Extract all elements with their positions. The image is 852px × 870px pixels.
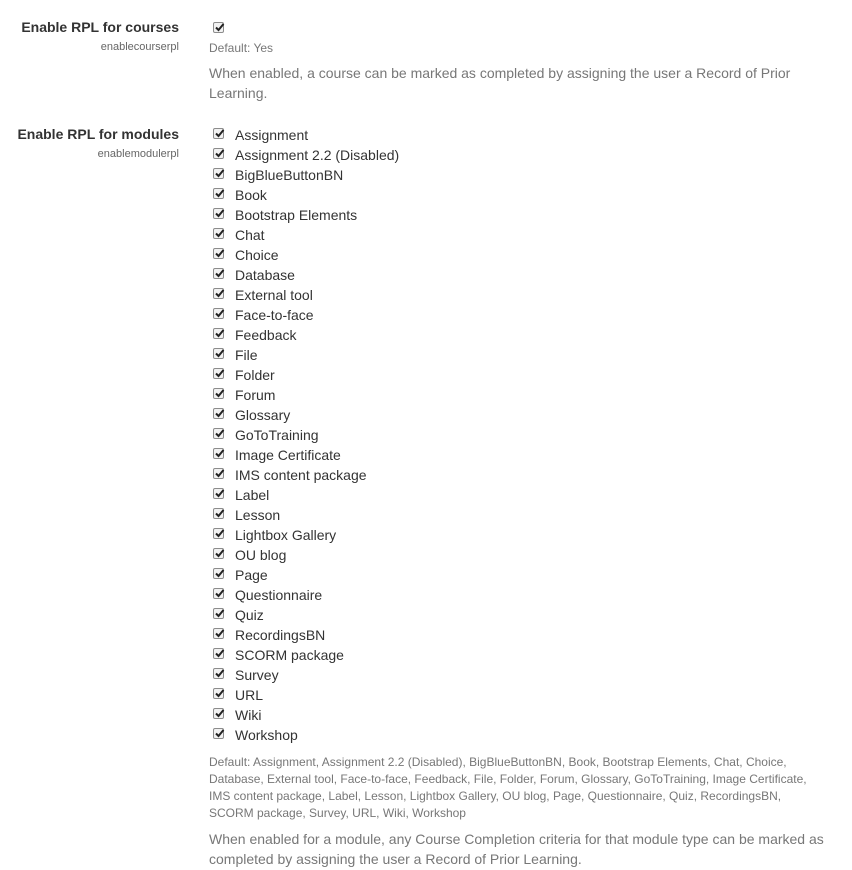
module-checkbox[interactable]	[213, 428, 224, 439]
checkmark-icon	[214, 188, 225, 199]
checkmark-icon	[214, 428, 225, 439]
checkmark-icon	[214, 528, 225, 539]
setting-key: enablemodulerpl	[97, 148, 179, 160]
checkmark-icon	[214, 208, 225, 219]
setting-label-column	[0, 18, 179, 54]
module-option-label: Wiki	[235, 707, 262, 723]
module-option	[209, 305, 829, 325]
setting-label-column	[0, 125, 179, 161]
module-option	[209, 645, 829, 665]
module-option-label: OU blog	[235, 547, 287, 563]
module-option	[209, 265, 829, 285]
module-checkbox[interactable]	[213, 268, 224, 279]
setting-title: Enable RPL for courses	[21, 19, 179, 35]
module-option	[209, 445, 829, 465]
module-option-label: Book	[235, 187, 267, 203]
checkmark-icon	[214, 388, 225, 399]
module-option	[209, 625, 829, 645]
setting-control-column	[209, 18, 829, 103]
module-option	[209, 705, 829, 725]
module-checkbox[interactable]	[213, 128, 224, 139]
module-option-label: Lesson	[235, 507, 281, 523]
module-option-label: Face-to-face	[235, 307, 314, 323]
checkmark-icon	[214, 148, 225, 159]
module-option	[209, 185, 829, 205]
checkmark-icon	[214, 588, 225, 599]
module-option	[209, 685, 829, 705]
module-option	[209, 225, 829, 245]
checkmark-icon	[214, 488, 225, 499]
module-option-label: Image Certificate	[235, 447, 341, 463]
module-checkbox[interactable]	[213, 508, 224, 519]
module-checkbox[interactable]	[213, 528, 224, 539]
module-checkbox[interactable]	[213, 288, 224, 299]
module-option-label: Database	[235, 267, 295, 283]
module-option-label: BigBlueButtonBN	[235, 167, 344, 183]
module-option	[209, 285, 829, 305]
module-option	[209, 545, 829, 565]
checkmark-icon	[214, 348, 225, 359]
module-checkbox[interactable]	[213, 228, 224, 239]
module-option	[209, 345, 829, 365]
enable-course-rpl-checkbox[interactable]	[213, 22, 224, 33]
checkmark-icon	[214, 128, 225, 139]
default-value-text: Default: Yes	[209, 41, 274, 55]
module-checkbox[interactable]	[213, 448, 224, 459]
module-option	[209, 245, 829, 265]
module-option-label: Assignment	[235, 127, 309, 143]
module-checkbox[interactable]	[213, 248, 224, 259]
setting-key: enablecourserpl	[100, 41, 179, 53]
module-option-label: Glossary	[235, 407, 291, 423]
module-option	[209, 665, 829, 685]
module-option	[209, 325, 829, 345]
module-option	[209, 165, 829, 185]
module-option	[209, 365, 829, 385]
module-option-label: Choice	[235, 247, 279, 263]
module-checkbox[interactable]	[213, 168, 224, 179]
checkmark-icon	[214, 268, 225, 279]
module-checkbox[interactable]	[213, 728, 224, 739]
module-checkbox[interactable]	[213, 308, 224, 319]
setting-description: When enabled for a module, any Course Completion criteria for that module type can be marked as completed by assigning the user a Record of Prior Learning.	[209, 831, 824, 867]
checkmark-icon	[214, 288, 225, 299]
module-checkbox[interactable]	[213, 608, 224, 619]
module-option	[209, 525, 829, 545]
checkmark-icon	[214, 408, 225, 419]
module-option-label: Chat	[235, 227, 265, 243]
module-option-label: Assignment 2.2 (Disabled)	[235, 147, 400, 163]
module-option-label: IMS content package	[235, 467, 367, 483]
module-checkbox[interactable]	[213, 628, 224, 639]
module-option	[209, 605, 829, 625]
module-checkbox-list	[209, 125, 829, 745]
module-checkbox[interactable]	[213, 648, 224, 659]
setting-title: Enable RPL for modules	[17, 126, 179, 142]
module-option-label: Forum	[235, 387, 276, 403]
checkmark-icon	[214, 508, 225, 519]
module-option-label: Survey	[235, 667, 279, 683]
module-checkbox[interactable]	[213, 348, 224, 359]
setting-description: When enabled, a course can be marked as completed by assigning the user a Record of Prior Learning.	[209, 65, 791, 101]
checkmark-icon	[214, 22, 225, 33]
module-option	[209, 485, 829, 505]
default-value-text: Default: Assignment, Assignment 2.2 (Disabled), BigBlueButtonBN, Book, Bootstrap Elements, Chat, Choice, Database, External tool, Face-to-face, Feedback, File, Folder, Forum, Glossary, GoToTraining, Image Certificate, IMS content package, Label, Lesson, Lightbox Gallery, OU blog, Page, Questionnaire, Quiz, RecordingsBN, SCORM package, Survey, URL, Wiki, Workshop	[209, 755, 807, 820]
module-option-label: Bootstrap Elements	[235, 207, 358, 223]
module-checkbox[interactable]	[213, 328, 224, 339]
module-option	[209, 505, 829, 525]
module-checkbox[interactable]	[213, 208, 224, 219]
module-option-label: GoToTraining	[235, 427, 319, 443]
module-option-label: Lightbox Gallery	[235, 527, 337, 543]
checkmark-icon	[214, 448, 225, 459]
module-checkbox[interactable]	[213, 388, 224, 399]
module-option	[209, 585, 829, 605]
module-checkbox[interactable]	[213, 668, 224, 679]
module-option	[209, 125, 829, 145]
module-option-label: Folder	[235, 367, 275, 383]
module-option-label: SCORM package	[235, 647, 344, 663]
checkmark-icon	[214, 668, 225, 679]
module-option-label: Quiz	[235, 607, 264, 623]
checkmark-icon	[214, 368, 225, 379]
module-option	[209, 385, 829, 405]
module-option-label: Page	[235, 567, 268, 583]
module-option	[209, 465, 829, 485]
checkmark-icon	[214, 688, 225, 699]
module-option-label: File	[235, 347, 258, 363]
module-checkbox[interactable]	[213, 468, 224, 479]
checkmark-icon	[214, 468, 225, 479]
checkmark-icon	[214, 708, 225, 719]
module-checkbox[interactable]	[213, 568, 224, 579]
module-option-label: External tool	[235, 287, 313, 303]
module-option	[209, 425, 829, 445]
module-checkbox[interactable]	[213, 588, 224, 599]
checkmark-icon	[214, 248, 225, 259]
checkmark-icon	[214, 328, 225, 339]
module-checkbox[interactable]	[213, 708, 224, 719]
module-option-label: Questionnaire	[235, 587, 323, 603]
module-option-label: URL	[235, 687, 264, 703]
checkmark-icon	[214, 168, 225, 179]
module-checkbox[interactable]	[213, 548, 224, 559]
checkmark-icon	[214, 648, 225, 659]
module-checkbox[interactable]	[213, 368, 224, 379]
checkmark-icon	[214, 728, 225, 739]
module-checkbox[interactable]	[213, 408, 224, 419]
checkmark-icon	[214, 548, 225, 559]
checkmark-icon	[214, 608, 225, 619]
module-checkbox[interactable]	[213, 188, 224, 199]
checkmark-icon	[214, 568, 225, 579]
checkmark-icon	[214, 308, 225, 319]
module-checkbox[interactable]	[213, 488, 224, 499]
module-option	[209, 565, 829, 585]
module-option-label: Feedback	[235, 327, 297, 343]
setting-control-column	[209, 125, 829, 869]
module-checkbox[interactable]	[213, 148, 224, 159]
module-option	[209, 145, 829, 165]
checkmark-icon	[214, 228, 225, 239]
module-option	[209, 405, 829, 425]
module-option-label: Workshop	[235, 727, 298, 743]
checkmark-icon	[214, 628, 225, 639]
module-option	[209, 725, 829, 745]
module-option-label: Label	[235, 487, 270, 503]
module-option-label: RecordingsBN	[235, 627, 326, 643]
module-checkbox[interactable]	[213, 688, 224, 699]
module-option	[209, 205, 829, 225]
